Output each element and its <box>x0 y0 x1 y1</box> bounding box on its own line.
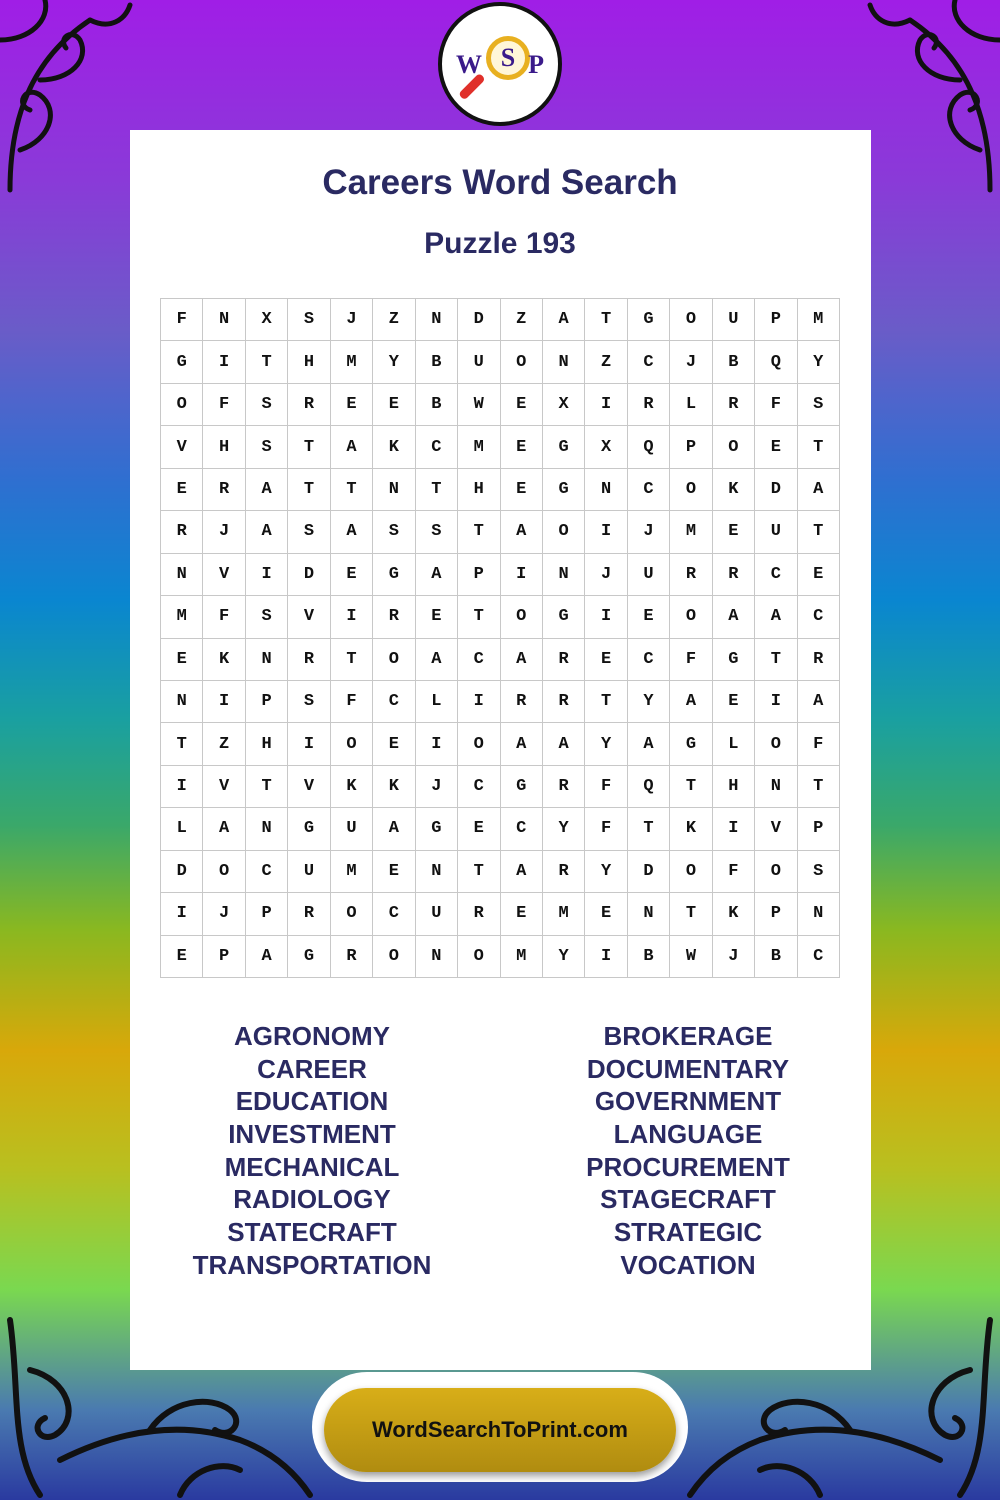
grid-cell[interactable]: A <box>246 469 288 511</box>
grid-cell[interactable]: O <box>373 936 415 978</box>
grid-cell[interactable]: B <box>416 341 458 383</box>
grid-cell[interactable]: E <box>713 681 755 723</box>
grid-cell[interactable]: M <box>331 341 373 383</box>
grid-cell[interactable]: K <box>670 808 712 850</box>
word-list-item: RADIOLOGY <box>233 1184 391 1215</box>
grid-cell[interactable]: G <box>416 808 458 850</box>
grid-cell[interactable]: T <box>755 639 797 681</box>
grid-cell[interactable]: N <box>416 851 458 893</box>
grid-cell[interactable]: C <box>628 341 670 383</box>
grid-cell[interactable]: E <box>161 469 203 511</box>
grid-cell[interactable]: Q <box>755 341 797 383</box>
grid-cell[interactable]: P <box>246 681 288 723</box>
grid-cell[interactable]: T <box>458 851 500 893</box>
grid-cell[interactable]: A <box>713 596 755 638</box>
grid-cell[interactable]: L <box>670 384 712 426</box>
grid-cell[interactable]: I <box>458 681 500 723</box>
site-logo[interactable] <box>438 2 562 126</box>
grid-cell[interactable]: S <box>373 511 415 553</box>
grid-cell[interactable]: R <box>373 596 415 638</box>
grid-cell[interactable]: C <box>798 936 840 978</box>
grid-cell[interactable]: D <box>161 851 203 893</box>
grid-cell[interactable]: W <box>458 384 500 426</box>
grid-cell[interactable]: A <box>203 808 245 850</box>
grid-cell[interactable]: A <box>670 681 712 723</box>
grid-cell[interactable]: E <box>331 554 373 596</box>
grid-cell[interactable]: E <box>501 893 543 935</box>
logo-letter-s: S <box>500 43 516 72</box>
grid-cell[interactable]: Y <box>585 723 627 765</box>
grid-cell[interactable]: A <box>246 511 288 553</box>
grid-cell[interactable]: P <box>755 893 797 935</box>
grid-cell[interactable]: M <box>458 426 500 468</box>
grid-cell[interactable]: L <box>161 808 203 850</box>
grid-cell[interactable]: R <box>288 384 330 426</box>
word-list-item: MECHANICAL <box>224 1151 400 1182</box>
grid-cell[interactable]: E <box>798 554 840 596</box>
grid-cell[interactable]: X <box>543 384 585 426</box>
grid-cell[interactable]: U <box>458 341 500 383</box>
grid-cell[interactable]: T <box>458 511 500 553</box>
word-list-item: INVESTMENT <box>228 1119 396 1150</box>
grid-cell[interactable]: H <box>713 766 755 808</box>
grid-cell[interactable]: P <box>203 936 245 978</box>
grid-cell[interactable]: M <box>331 851 373 893</box>
page-title: Careers Word Search <box>322 163 678 202</box>
grid-cell[interactable]: C <box>373 681 415 723</box>
grid-cell[interactable]: H <box>458 469 500 511</box>
grid-cell[interactable]: R <box>543 766 585 808</box>
grid-cell[interactable]: B <box>416 384 458 426</box>
grid-cell[interactable]: I <box>331 596 373 638</box>
grid-cell[interactable]: I <box>755 681 797 723</box>
grid-cell[interactable]: T <box>798 511 840 553</box>
grid-cell[interactable]: G <box>501 766 543 808</box>
grid-cell[interactable]: E <box>755 426 797 468</box>
grid-cell[interactable]: A <box>416 639 458 681</box>
grid-cell[interactable]: C <box>501 808 543 850</box>
grid-cell[interactable]: A <box>331 426 373 468</box>
grid-cell[interactable]: F <box>585 808 627 850</box>
grid-cell[interactable]: A <box>798 469 840 511</box>
grid-cell[interactable]: M <box>161 596 203 638</box>
grid-cell[interactable]: J <box>585 554 627 596</box>
grid-cell[interactable]: I <box>713 808 755 850</box>
word-list-item: TRANSPORTATION <box>192 1249 432 1280</box>
word-list-item: BROKERAGE <box>603 1021 773 1051</box>
grid-cell[interactable]: P <box>246 893 288 935</box>
grid-cell[interactable]: I <box>585 384 627 426</box>
grid-cell[interactable]: R <box>543 639 585 681</box>
grid-cell[interactable]: P <box>670 426 712 468</box>
grid-cell[interactable]: M <box>670 511 712 553</box>
grid-cell[interactable]: A <box>543 299 585 341</box>
grid-cell[interactable]: O <box>670 851 712 893</box>
grid-cell[interactable]: J <box>713 936 755 978</box>
grid-cell[interactable]: Q <box>628 426 670 468</box>
grid-cell[interactable]: P <box>798 808 840 850</box>
grid-cell[interactable]: X <box>246 299 288 341</box>
grid-cell[interactable]: F <box>161 299 203 341</box>
grid-cell[interactable]: Z <box>203 723 245 765</box>
grid-cell[interactable]: R <box>203 469 245 511</box>
word-list-item: STATECRAFT <box>227 1217 397 1248</box>
grid-cell[interactable]: C <box>628 639 670 681</box>
grid-cell[interactable]: K <box>331 766 373 808</box>
word-list-item: STRATEGIC <box>613 1217 763 1248</box>
grid-cell[interactable]: J <box>416 766 458 808</box>
grid-cell[interactable]: J <box>203 893 245 935</box>
grid-cell[interactable]: T <box>331 639 373 681</box>
grid-cell[interactable]: R <box>288 639 330 681</box>
grid-cell[interactable]: R <box>161 511 203 553</box>
grid-cell[interactable]: Y <box>798 341 840 383</box>
grid-cell[interactable]: R <box>543 681 585 723</box>
grid-cell[interactable]: E <box>373 851 415 893</box>
word-list-right <box>523 1020 853 1282</box>
grid-cell[interactable]: O <box>670 299 712 341</box>
grid-cell[interactable]: I <box>585 511 627 553</box>
grid-cell[interactable]: V <box>288 596 330 638</box>
magnifying-glass-icon <box>486 36 530 80</box>
grid-cell[interactable]: C <box>798 596 840 638</box>
grid-cell[interactable]: G <box>628 299 670 341</box>
grid-cell[interactable]: S <box>798 851 840 893</box>
grid-cell[interactable]: O <box>203 851 245 893</box>
grid-cell[interactable]: R <box>628 384 670 426</box>
grid-cell[interactable]: G <box>373 554 415 596</box>
grid-cell[interactable]: A <box>543 723 585 765</box>
grid-cell[interactable]: G <box>543 596 585 638</box>
grid-cell[interactable]: E <box>501 384 543 426</box>
grid-cell[interactable]: O <box>670 469 712 511</box>
grid-cell[interactable]: E <box>585 639 627 681</box>
grid-cell[interactable]: B <box>755 936 797 978</box>
grid-cell[interactable]: A <box>755 596 797 638</box>
grid-cell[interactable]: A <box>501 639 543 681</box>
grid-cell[interactable]: G <box>161 341 203 383</box>
grid-cell[interactable]: N <box>416 936 458 978</box>
grid-cell[interactable]: E <box>713 511 755 553</box>
grid-cell[interactable]: F <box>755 384 797 426</box>
grid-cell[interactable]: I <box>416 723 458 765</box>
word-list-item: DOCUMENTARY <box>586 1053 790 1084</box>
grid-cell[interactable]: N <box>161 681 203 723</box>
grid-cell[interactable]: A <box>331 511 373 553</box>
grid-cell[interactable]: A <box>798 681 840 723</box>
grid-cell[interactable]: T <box>161 723 203 765</box>
grid-cell[interactable]: E <box>628 596 670 638</box>
grid-cell[interactable]: U <box>755 511 797 553</box>
grid-cell[interactable]: P <box>755 299 797 341</box>
grid-cell[interactable]: D <box>458 299 500 341</box>
grid-cell[interactable]: A <box>628 723 670 765</box>
grid-cell[interactable]: K <box>713 893 755 935</box>
grid-cell[interactable]: D <box>755 469 797 511</box>
grid-cell[interactable]: P <box>458 554 500 596</box>
grid-cell[interactable]: U <box>416 893 458 935</box>
grid-cell[interactable]: J <box>628 511 670 553</box>
grid-cell[interactable]: E <box>501 426 543 468</box>
grid-cell[interactable]: B <box>628 936 670 978</box>
grid-cell[interactable]: T <box>246 341 288 383</box>
word-list-item: CAREER <box>257 1053 367 1084</box>
grid-cell[interactable]: O <box>373 639 415 681</box>
grid-cell[interactable]: E <box>501 469 543 511</box>
grid-cell[interactable]: U <box>628 554 670 596</box>
grid-cell[interactable]: K <box>203 639 245 681</box>
word-list-item: AGRONOMY <box>234 1021 390 1051</box>
grid-cell[interactable]: I <box>246 554 288 596</box>
grid-cell[interactable]: V <box>203 766 245 808</box>
grid-cell[interactable]: O <box>161 384 203 426</box>
grid-cell[interactable]: S <box>288 681 330 723</box>
grid-cell[interactable]: G <box>670 723 712 765</box>
grid-cell[interactable]: O <box>331 723 373 765</box>
grid-cell[interactable]: O <box>755 851 797 893</box>
grid-cell[interactable]: H <box>288 341 330 383</box>
grid-cell[interactable]: N <box>416 299 458 341</box>
grid-cell[interactable]: N <box>246 639 288 681</box>
grid-cell[interactable]: F <box>798 723 840 765</box>
grid-cell[interactable]: T <box>585 299 627 341</box>
grid-cell[interactable]: R <box>713 384 755 426</box>
grid-cell[interactable]: M <box>798 299 840 341</box>
grid-cell[interactable]: T <box>288 469 330 511</box>
word-list-left <box>147 1020 477 1282</box>
grid-cell[interactable]: G <box>288 808 330 850</box>
grid-cell[interactable]: Y <box>543 808 585 850</box>
logo-letter-w: W <box>456 50 482 79</box>
grid-cell[interactable]: T <box>670 893 712 935</box>
grid-cell[interactable]: R <box>670 554 712 596</box>
grid-cell[interactable]: T <box>798 426 840 468</box>
grid-cell[interactable]: T <box>246 766 288 808</box>
grid-cell[interactable]: K <box>373 426 415 468</box>
grid-cell[interactable]: C <box>458 639 500 681</box>
grid-cell[interactable]: O <box>458 723 500 765</box>
grid-cell[interactable]: H <box>203 426 245 468</box>
grid-cell[interactable]: Z <box>501 299 543 341</box>
grid-cell[interactable]: O <box>458 936 500 978</box>
grid-cell[interactable]: V <box>755 808 797 850</box>
grid-cell[interactable]: N <box>161 554 203 596</box>
word-list-item: STAGECRAFT <box>600 1184 776 1215</box>
grid-cell[interactable]: I <box>161 766 203 808</box>
grid-cell[interactable]: Y <box>585 851 627 893</box>
grid-cell[interactable]: E <box>458 808 500 850</box>
grid-cell[interactable]: T <box>416 469 458 511</box>
grid-cell[interactable]: J <box>203 511 245 553</box>
grid-cell[interactable]: E <box>416 596 458 638</box>
grid-cell[interactable]: V <box>161 426 203 468</box>
grid-cell[interactable]: F <box>670 639 712 681</box>
grid-cell[interactable]: C <box>755 554 797 596</box>
grid-cell[interactable]: E <box>373 384 415 426</box>
logo-letter-p: P <box>528 50 544 79</box>
grid-cell[interactable]: T <box>458 596 500 638</box>
grid-cell[interactable]: A <box>501 723 543 765</box>
grid-cell[interactable]: O <box>713 426 755 468</box>
grid-cell[interactable]: U <box>331 808 373 850</box>
grid-cell[interactable]: T <box>585 681 627 723</box>
grid-cell[interactable]: Y <box>628 681 670 723</box>
grid-cell[interactable]: K <box>713 469 755 511</box>
grid-cell[interactable]: N <box>373 469 415 511</box>
grid-cell[interactable]: D <box>288 554 330 596</box>
grid-cell[interactable]: N <box>798 893 840 935</box>
grid-cell[interactable]: N <box>246 808 288 850</box>
grid-cell[interactable]: H <box>246 723 288 765</box>
grid-cell[interactable]: I <box>203 681 245 723</box>
grid-cell[interactable]: A <box>501 511 543 553</box>
grid-cell[interactable]: Y <box>543 936 585 978</box>
grid-cell[interactable]: T <box>670 766 712 808</box>
grid-cell[interactable]: G <box>288 936 330 978</box>
grid-cell[interactable]: G <box>713 639 755 681</box>
grid-cell[interactable]: O <box>670 596 712 638</box>
grid-cell[interactable]: O <box>543 511 585 553</box>
grid-cell[interactable]: N <box>543 554 585 596</box>
grid-cell[interactable]: U <box>713 299 755 341</box>
grid-cell[interactable]: F <box>203 384 245 426</box>
grid-cell[interactable]: A <box>246 936 288 978</box>
word-list-item: EDUCATION <box>235 1086 389 1117</box>
grid-cell[interactable]: R <box>713 554 755 596</box>
grid-cell[interactable]: R <box>543 851 585 893</box>
grid-cell[interactable]: Z <box>373 299 415 341</box>
grid-cell[interactable]: E <box>331 384 373 426</box>
grid-cell[interactable]: Q <box>628 766 670 808</box>
grid-cell[interactable]: L <box>416 681 458 723</box>
grid-cell[interactable]: J <box>670 341 712 383</box>
website-button[interactable]: WordSearchToPrint.com <box>324 1388 676 1472</box>
word-list-item: PROCUREMENT <box>586 1151 790 1182</box>
grid-cell[interactable]: G <box>543 426 585 468</box>
grid-cell[interactable]: I <box>203 341 245 383</box>
grid-cell[interactable]: I <box>585 596 627 638</box>
grid-cell[interactable]: M <box>501 936 543 978</box>
grid-cell[interactable]: O <box>755 723 797 765</box>
grid-cell[interactable]: V <box>288 766 330 808</box>
grid-cell[interactable]: F <box>585 766 627 808</box>
grid-cell[interactable]: S <box>288 299 330 341</box>
grid-cell[interactable]: A <box>373 808 415 850</box>
grid-cell[interactable]: T <box>798 766 840 808</box>
grid-cell[interactable]: C <box>628 469 670 511</box>
grid-cell[interactable]: E <box>161 639 203 681</box>
word-list-item: LANGUAGE <box>613 1119 763 1150</box>
grid-cell[interactable]: Z <box>585 341 627 383</box>
grid-cell[interactable]: R <box>798 639 840 681</box>
grid-cell[interactable]: R <box>331 936 373 978</box>
grid-cell[interactable]: T <box>628 808 670 850</box>
grid-cell[interactable]: A <box>416 554 458 596</box>
grid-cell[interactable]: V <box>203 554 245 596</box>
grid-cell[interactable]: W <box>670 936 712 978</box>
grid-cell[interactable]: E <box>161 936 203 978</box>
grid-cell[interactable]: Y <box>373 341 415 383</box>
grid-cell[interactable]: C <box>246 851 288 893</box>
grid-cell[interactable]: S <box>798 384 840 426</box>
grid-cell[interactable]: F <box>331 681 373 723</box>
grid-cell[interactable]: O <box>331 893 373 935</box>
grid-cell[interactable]: G <box>543 469 585 511</box>
grid-cell[interactable]: F <box>203 596 245 638</box>
grid-cell[interactable]: I <box>585 936 627 978</box>
grid-cell[interactable]: C <box>458 766 500 808</box>
grid-cell[interactable]: N <box>543 341 585 383</box>
grid-cell[interactable]: L <box>713 723 755 765</box>
grid-cell[interactable]: C <box>373 893 415 935</box>
grid-cell[interactable]: F <box>713 851 755 893</box>
grid-cell[interactable]: B <box>713 341 755 383</box>
word-list-item: GOVERNMENT <box>594 1086 782 1117</box>
grid-cell[interactable]: O <box>501 341 543 383</box>
grid-cell[interactable]: C <box>416 426 458 468</box>
grid-cell[interactable]: S <box>288 511 330 553</box>
letter-grid[interactable] <box>160 298 840 978</box>
grid-cell[interactable]: E <box>373 723 415 765</box>
grid-cell[interactable]: T <box>288 426 330 468</box>
grid-cell[interactable]: S <box>246 384 288 426</box>
grid-cell[interactable]: I <box>288 723 330 765</box>
grid-cell[interactable]: J <box>331 299 373 341</box>
grid-cell[interactable]: U <box>288 851 330 893</box>
grid-cell[interactable]: N <box>203 299 245 341</box>
grid-cell[interactable]: N <box>628 893 670 935</box>
grid-cell[interactable]: N <box>755 766 797 808</box>
grid-cell[interactable]: N <box>585 469 627 511</box>
grid-cell[interactable]: R <box>458 893 500 935</box>
grid-cell[interactable]: O <box>501 596 543 638</box>
grid-cell[interactable]: S <box>246 426 288 468</box>
grid-cell[interactable]: X <box>585 426 627 468</box>
word-list-item: VOCATION <box>620 1249 756 1280</box>
grid-cell[interactable]: K <box>373 766 415 808</box>
grid-cell[interactable]: R <box>288 893 330 935</box>
grid-cell[interactable]: S <box>246 596 288 638</box>
grid-cell[interactable]: A <box>501 851 543 893</box>
grid-cell[interactable]: T <box>331 469 373 511</box>
grid-cell[interactable]: I <box>501 554 543 596</box>
grid-cell[interactable]: E <box>585 893 627 935</box>
puzzle-number: Puzzle 193 <box>424 227 576 260</box>
grid-cell[interactable]: D <box>628 851 670 893</box>
grid-cell[interactable]: I <box>161 893 203 935</box>
grid-cell[interactable]: M <box>543 893 585 935</box>
grid-cell[interactable]: S <box>416 511 458 553</box>
grid-cell[interactable]: R <box>501 681 543 723</box>
